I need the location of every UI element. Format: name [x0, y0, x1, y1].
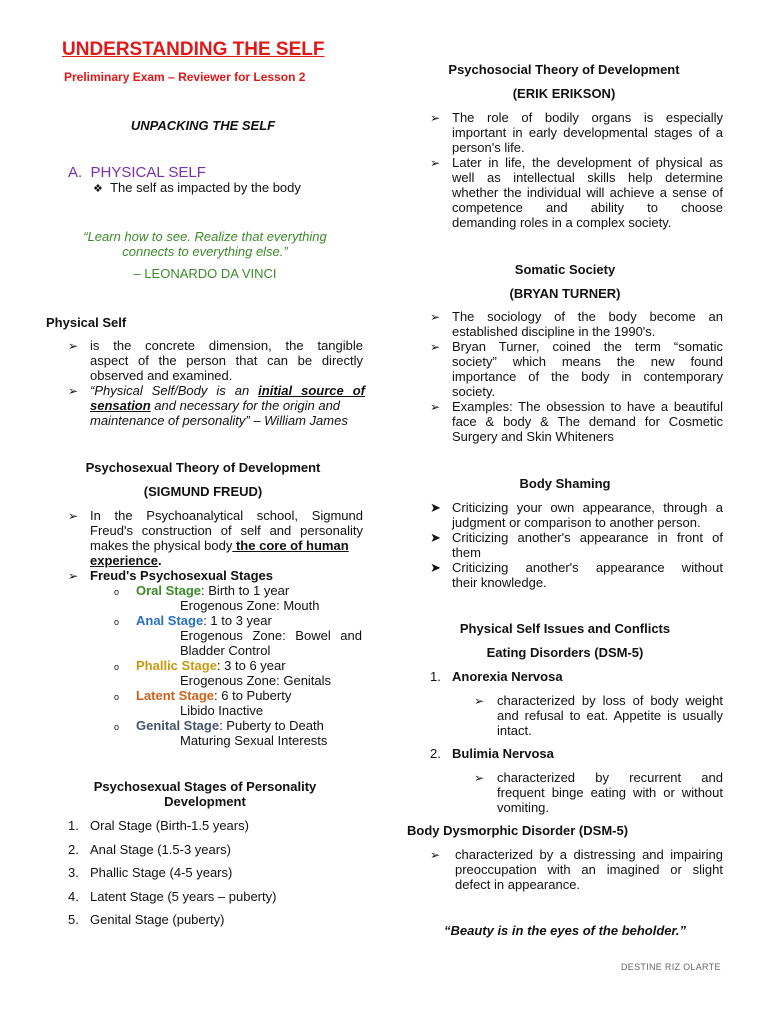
- arrow-bullet-icon: ➤: [430, 560, 441, 575]
- quote-davinci: “Learn how to see. Realize that everything connects to everything else.”: [83, 229, 327, 259]
- erikson-name: (ERIK ERIKSON): [512, 86, 616, 101]
- list-item: 2. Anal Stage (1.5-3 years): [68, 841, 231, 857]
- list-item: 3. Phallic Stage (4-5 years): [68, 865, 233, 880]
- shaming-bullet-2: Criticizing another's appearance in front of them: [452, 530, 723, 560]
- erikson-bullet-1: The role of bodily organs is especially important in early developmental stages of a person's life.: [452, 110, 723, 155]
- section-title: UNPACKING THE SELF: [130, 118, 276, 133]
- physical-self-definition: is the concrete dimension, the tangible aspect of the person that can be directly observed and examined.: [90, 338, 363, 383]
- erikson-bullet-2: Later in life, the development of physical as well as intellectual skills help determine whether the individual will achieve a sense of competence and ability to choose demanding roles in a complex society.: [452, 155, 723, 230]
- arrow-bullet-icon: ➢: [68, 569, 79, 583]
- physical-self-subbullet: ❖ The self as impacted by the body: [93, 180, 301, 195]
- turner-bullet-1: The sociology of the body become an established discipline in the 1990's.: [452, 309, 723, 339]
- stage-latent: o Latent Stage: 6 to Puberty Libido Inactive: [114, 688, 292, 718]
- bulimia-heading: 2. Bulimia Nervosa: [430, 746, 554, 761]
- list-item: 4. Latent Stage (5 years – puberty): [68, 888, 277, 904]
- anorexia-description: characterized by loss of body weight and refusal to eat. Appetite is usually intact.: [497, 693, 723, 738]
- william-james-quote: “Physical Self/Body is an initial source of sensation and necessary for the origin and maintenance of personality” – William James: [90, 383, 365, 428]
- arrow-bullet-icon: ➤: [430, 530, 441, 545]
- list-item: 1. Oral Stage (Birth-1.5 years): [68, 818, 249, 833]
- quote-author: – LEONARDO DA VINCI: [133, 266, 277, 281]
- arrow-bullet-icon: ➢: [430, 400, 441, 414]
- turner-bullet-2: Bryan Turner, coined the term “somatic society” which means the new found importance of the body in contemporary society.: [452, 339, 723, 399]
- bulimia-description: characterized by recurrent and frequent binge eating with or without vomiting.: [497, 770, 723, 815]
- shaming-title: Body Shaming: [519, 476, 611, 491]
- document-title: UNDERSTANDING THE SELF: [62, 39, 325, 60]
- stage-anal: o Anal Stage: 1 to 3 year Erogenous Zone: Bowel and Bladder Control: [114, 613, 362, 658]
- arrow-bullet-icon: ➢: [430, 310, 441, 324]
- freud-paragraph: In the Psychoanalytical school, Sigmund Freud's construction of self and personality makes the physical body the core of human experience.: [90, 508, 363, 568]
- stage-genital: o Genital Stage: Puberty to Death Maturing Sexual Interests: [114, 718, 328, 748]
- freud-title: Psychosexual Theory of Development: [85, 460, 321, 475]
- arrow-bullet-icon: ➤: [430, 500, 441, 515]
- document-subtitle: Preliminary Exam – Reviewer for Lesson 2: [64, 70, 306, 84]
- footer-author: DESTINE RIZ OLARTE: [621, 962, 721, 972]
- physical-self-title: Physical Self: [46, 315, 127, 330]
- physical-self-heading: A. PHYSICAL SELF: [68, 164, 206, 181]
- arrow-bullet-icon: ➢: [474, 694, 485, 708]
- turner-name: (BRYAN TURNER): [509, 286, 621, 301]
- stage-phallic: o Phallic Stage: 3 to 6 year Erogenous Zone: Genitals: [114, 658, 332, 688]
- stage-oral: o Oral Stage: Birth to 1 year Erogenous Zone: Mouth: [114, 583, 320, 613]
- anorexia-heading: 1. Anorexia Nervosa: [430, 669, 563, 684]
- shaming-bullet-3: Criticizing another's appearance without their knowledge.: [452, 560, 723, 590]
- arrow-bullet-icon: ➢: [430, 111, 441, 125]
- issues-title: Physical Self Issues and Conflicts: [459, 621, 671, 636]
- shaming-bullet-1: Criticizing your own appearance, through a judgment or comparison to another person.: [452, 500, 723, 530]
- eating-disorders-title: Eating Disorders (DSM-5): [486, 645, 644, 660]
- arrow-bullet-icon: ➢: [430, 340, 441, 354]
- turner-title: Somatic Society: [514, 262, 616, 277]
- arrow-bullet-icon: ➢: [68, 509, 79, 523]
- bdd-description: characterized by a distressing and impairing preoccupation with an imagined or slight defect in appearance.: [455, 847, 723, 892]
- turner-bullet-3: Examples: The obsession to have a beautiful face & body & The demand for Cosmetic Surgery and Skin Whiteners: [452, 399, 723, 444]
- beauty-quote: “Beauty is in the eyes of the beholder.”: [443, 923, 686, 938]
- personality-title: Psychosexual Stages of Personality Development: [93, 779, 317, 809]
- bdd-heading: Body Dysmorphic Disorder (DSM-5): [407, 823, 629, 838]
- diamond-bullet-icon: ❖: [93, 183, 103, 195]
- list-item: 5. Genital Stage (puberty): [68, 912, 225, 927]
- arrow-bullet-icon: ➢: [68, 384, 79, 398]
- freud-stages-list: [114, 583, 374, 748]
- erikson-title: Psychosocial Theory of Development: [448, 62, 680, 77]
- personality-list: [68, 818, 276, 936]
- arrow-bullet-icon: ➢: [430, 156, 441, 170]
- arrow-bullet-icon: ➢: [430, 848, 441, 862]
- freud-name: (SIGMUND FREUD): [143, 484, 263, 499]
- arrow-bullet-icon: ➢: [474, 771, 485, 785]
- freud-stages-title: Freud's Psychosexual Stages: [90, 568, 274, 583]
- arrow-bullet-icon: ➢: [68, 339, 79, 353]
